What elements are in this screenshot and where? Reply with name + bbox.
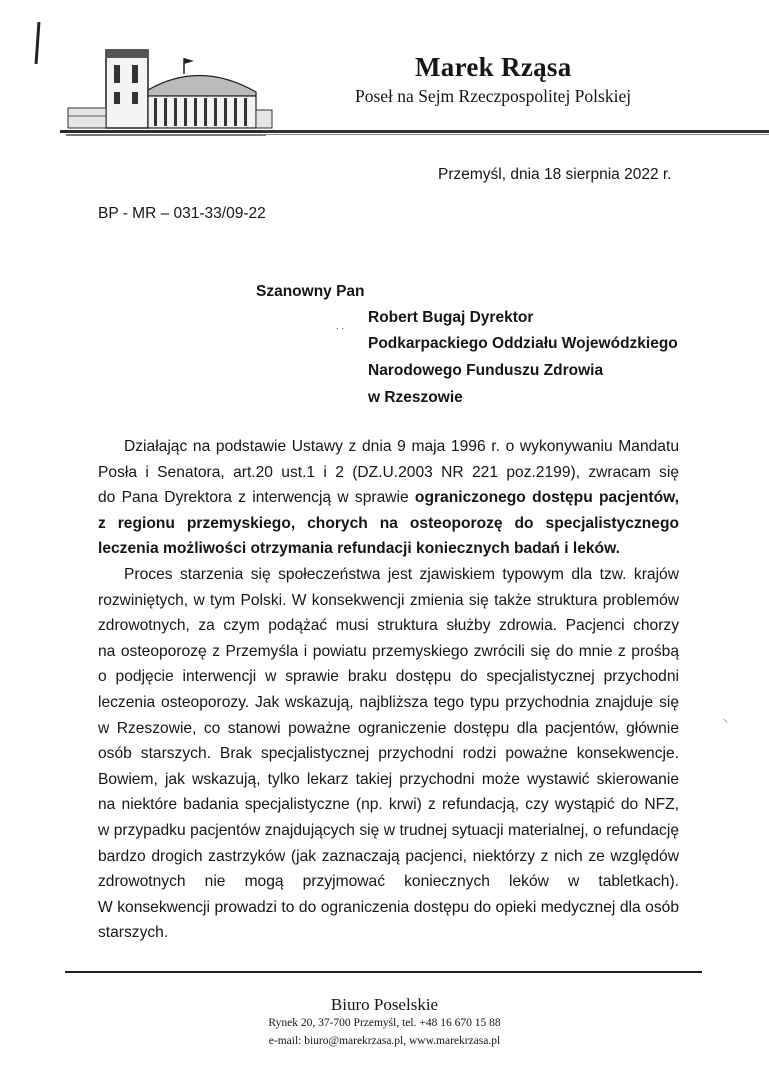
body-line: Bowiem, jak wskazują, tylko lekarz takiej przychodni może wystawić skierowanie [98, 770, 679, 788]
letter-date: Przemyśl, dnia 18 sierpnia 2022 r. [438, 166, 672, 183]
body-line: w Rzeszowie, co stanowi poważne ograniczenie dostępu dla pacjentów, głównie [98, 719, 679, 737]
body-line: rozwiniętych, w tym Polski. W konsekwencji zmienia się także struktura problemów [98, 591, 679, 609]
scan-mark [35, 22, 41, 64]
addressee-line: Podkarpackiego Oddziału Wojewódzkiego [368, 335, 678, 352]
body-line: bardzo drogich zastrzyków (jak zaznaczają pacjenci, niektórzy z nich ze względów [98, 847, 679, 865]
body-emphasis: z regionu przemyskiego, chorych na osteoporozę do specjalistycznego [98, 514, 679, 532]
addressee-line: w Rzeszowie [368, 389, 463, 406]
body-line: zdrowotnych nie mogą przyjmować koniecznych leków w tabletkach). [98, 873, 679, 891]
scan-speck: ⸌ [723, 718, 728, 729]
body-line: zdrowotnych, za czym podążać musi struktura służby zdrowia. Pacjenci chorzy [98, 617, 679, 635]
body-text: do Pana Dyrektora z interwencją w sprawie [98, 489, 415, 507]
footer-contact: e-mail: biuro@marekrzasa.pl, www.marekrzasa.pl [268, 1035, 501, 1047]
body-emphasis: ograniczonego dostępu pacjentów, [414, 489, 679, 507]
footer-rule [65, 971, 702, 973]
body-line: na niektóre badania specjalistyczne (np. krwi) z refundacją, czy wystąpić do NFZ, [98, 796, 679, 814]
body-line: w przypadku pacjentów znajdujących się w trudnej sytuacji materialnej, o refundację [98, 821, 679, 839]
body-line: Proces starzenia się społeczeństwa jest zjawiskiem typowym dla tzw. krajów [124, 565, 679, 583]
scan-speck: . . [336, 321, 345, 332]
body-line: W konsekwencji prowadzi to do ograniczenia dostępu do opieki medycznej dla osób [98, 898, 679, 916]
mp-title: Poseł na Sejm Rzeczpospolitej Polskiej [355, 86, 632, 106]
body-line: starszych. [98, 924, 169, 942]
body-line: na osteoporozę z Przemyśla i powiatu przemyskiego zwrócili się do mnie z prośbą [98, 642, 679, 660]
body-line: leczenia osteoporozy. Jak wskazują, najbliższa tego typu przychodnia znajduje się [98, 693, 679, 711]
header-rule-thin [262, 134, 769, 135]
addressee-line: Robert Bugaj Dyrektor [368, 309, 534, 326]
mp-name: Marek Rząsa [415, 52, 572, 82]
letter-body [98, 434, 679, 946]
body-line: o podjęcie interwencji w sprawie braku dostępu do specjalistycznej przychodni [98, 668, 679, 686]
reference-number: BP - MR – 031-33/09-22 [98, 205, 266, 222]
body-line: Posła i Senatora, art.20 ust.1 i 2 (DZ.U.2003 NR 221 poz.2199), zwracam się [98, 463, 679, 481]
footer-office-name: Biuro Poselskie [330, 995, 439, 1014]
footer-address: Rynek 20, 37-700 Przemyśl, tel. +48 16 670 15 88 [268, 1017, 501, 1029]
sejm-building-icon [60, 30, 275, 152]
body-line: Działając na podstawie Ustawy z dnia 9 maja 1996 r. o wykonywaniu Mandatu [124, 438, 679, 455]
addressee-line: Narodowego Funduszu Zdrowia [368, 362, 604, 379]
salutation: Szanowny Pan [256, 283, 365, 300]
header-rule [262, 130, 769, 133]
body-line: osób starszych. Brak specjalistycznej przychodni rodzi poważne konsekwencje. [98, 745, 679, 763]
body-emphasis: leczenia możliwości otrzymania refundacji koniecznych badań i leków. [98, 540, 620, 558]
body-line [98, 485, 679, 511]
